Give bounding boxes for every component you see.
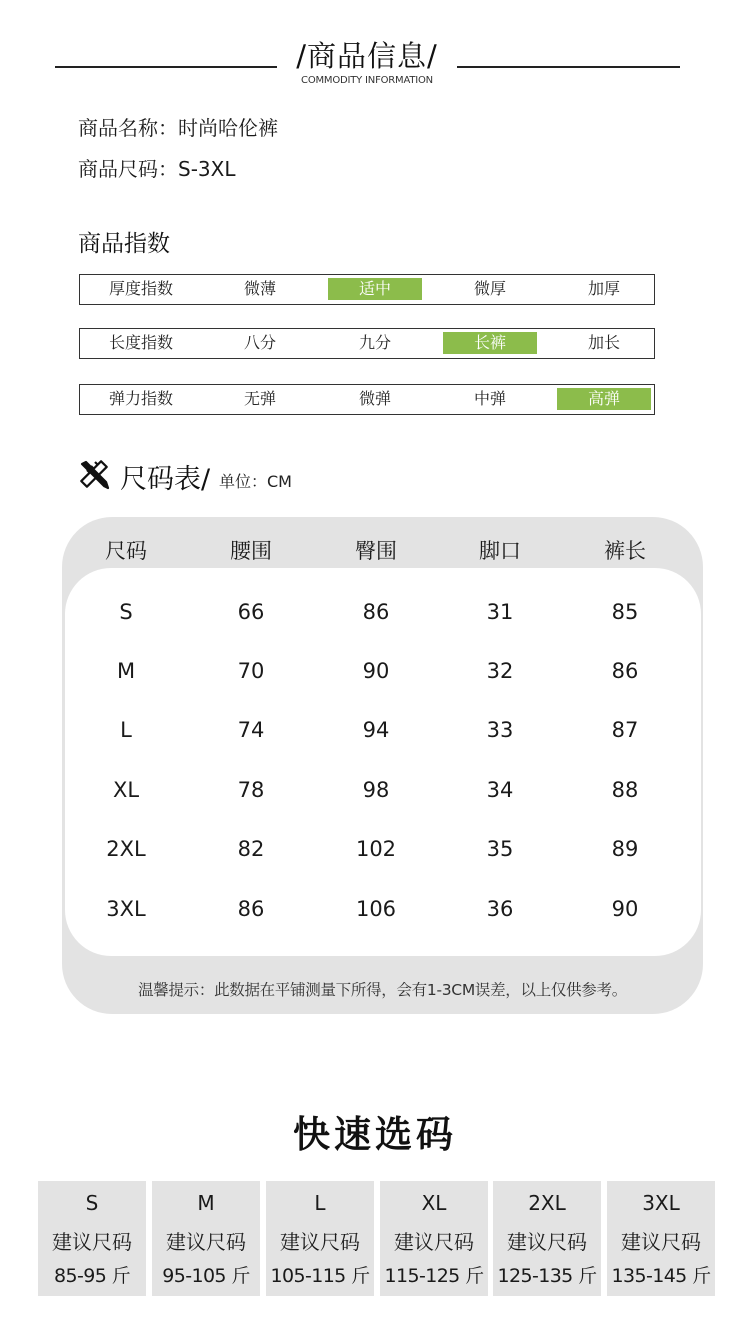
index-option: 中弹 bbox=[473, 389, 506, 408]
table-cell: 33 bbox=[486, 718, 514, 742]
table-header: 腰围 bbox=[230, 539, 272, 563]
table-cell: 78 bbox=[237, 778, 265, 802]
table-cell: 89 bbox=[611, 837, 639, 861]
table-cell: S bbox=[119, 600, 133, 624]
quick-pick-card bbox=[493, 1181, 601, 1296]
table-cell: 102 bbox=[355, 837, 397, 861]
index-option: 八分 bbox=[243, 333, 276, 352]
index-row-length bbox=[79, 328, 655, 359]
table-cell: 86 bbox=[362, 600, 390, 624]
index-row-elasticity bbox=[79, 384, 655, 415]
table-header: 尺码 bbox=[105, 539, 147, 563]
header-divider-right bbox=[457, 66, 680, 68]
quick-pick-card bbox=[152, 1181, 260, 1296]
index-option: 微薄 bbox=[243, 279, 276, 298]
table-cell: XL bbox=[112, 778, 140, 802]
product-size-range: 商品尺码：S-3XL bbox=[78, 157, 236, 181]
header-subtitle: COMMODITY INFORMATION bbox=[301, 75, 433, 86]
quick-pick-label: 建议尺码 bbox=[394, 1230, 474, 1254]
quick-pick-card bbox=[266, 1181, 374, 1296]
table-header: 裤长 bbox=[604, 539, 646, 563]
index-option: 长裤 bbox=[443, 332, 537, 354]
table-cell: 94 bbox=[362, 718, 390, 742]
quick-pick-size: XL bbox=[421, 1191, 447, 1215]
index-option: 加长 bbox=[587, 333, 620, 352]
table-cell: 106 bbox=[355, 897, 397, 921]
measurement-tip: 温馨提示：此数据在平铺测量下所得，会有1-3CM误差，以上仅供参考。 bbox=[138, 981, 627, 999]
quick-pick-card bbox=[607, 1181, 715, 1296]
index-option: 微厚 bbox=[473, 279, 506, 298]
table-cell: 31 bbox=[486, 600, 514, 624]
quick-pick-size: 3XL bbox=[642, 1191, 680, 1215]
ruler-pencil-icon bbox=[78, 458, 110, 490]
quick-pick-label: 建议尺码 bbox=[621, 1230, 701, 1254]
table-cell: 74 bbox=[237, 718, 265, 742]
index-label: 厚度指数 bbox=[108, 279, 173, 298]
quick-pick-weight: 85-95 斤 bbox=[53, 1265, 131, 1287]
quick-pick-label: 建议尺码 bbox=[507, 1230, 587, 1254]
section-header bbox=[0, 0, 750, 100]
header-title: /商品信息/ bbox=[296, 39, 438, 73]
quick-pick-label: 建议尺码 bbox=[52, 1230, 132, 1254]
index-option: 高弹 bbox=[557, 388, 651, 410]
table-cell: 3XL bbox=[106, 897, 146, 921]
size-chart-title: 尺码表/ bbox=[120, 464, 211, 495]
index-option: 加厚 bbox=[587, 279, 620, 298]
table-cell: 2XL bbox=[106, 837, 146, 861]
table-header: 臀围 bbox=[355, 539, 397, 563]
table-cell: 36 bbox=[486, 897, 514, 921]
index-label: 长度指数 bbox=[108, 333, 173, 352]
table-cell: 70 bbox=[237, 659, 265, 683]
table-cell: 98 bbox=[362, 778, 390, 802]
index-heading: 商品指数 bbox=[78, 231, 170, 257]
index-option: 九分 bbox=[358, 333, 391, 352]
quick-pick-size: 2XL bbox=[528, 1191, 566, 1215]
quick-pick-weight: 105-115 斤 bbox=[270, 1265, 370, 1287]
quick-pick-label: 建议尺码 bbox=[166, 1230, 246, 1254]
quick-pick-card bbox=[380, 1181, 488, 1296]
index-option: 微弹 bbox=[358, 389, 391, 408]
index-option: 无弹 bbox=[243, 389, 276, 408]
quick-pick-card bbox=[38, 1181, 146, 1296]
quick-pick-weight: 135-145 斤 bbox=[611, 1265, 711, 1287]
table-cell: 87 bbox=[611, 718, 639, 742]
table-cell: 85 bbox=[611, 600, 639, 624]
table-cell: 82 bbox=[237, 837, 265, 861]
quick-pick-label: 建议尺码 bbox=[280, 1230, 360, 1254]
table-cell: 90 bbox=[611, 897, 639, 921]
table-cell: L bbox=[120, 718, 132, 742]
quick-pick-weight: 95-105 斤 bbox=[162, 1265, 250, 1287]
header-divider-left bbox=[55, 66, 277, 68]
table-cell: 66 bbox=[237, 600, 265, 624]
index-row-thickness bbox=[79, 274, 655, 305]
quick-pick-title: 快速选码 bbox=[293, 1113, 457, 1156]
quick-pick-size: L bbox=[314, 1191, 326, 1215]
table-cell: 35 bbox=[486, 837, 514, 861]
index-label: 弹力指数 bbox=[108, 389, 173, 408]
table-cell: 32 bbox=[486, 659, 514, 683]
table-cell: 34 bbox=[486, 778, 514, 802]
table-cell: 86 bbox=[237, 897, 265, 921]
quick-pick-weight: 115-125 斤 bbox=[384, 1265, 484, 1287]
index-option: 适中 bbox=[328, 278, 422, 300]
quick-pick-size: S bbox=[85, 1191, 99, 1215]
table-cell: 86 bbox=[611, 659, 639, 683]
table-cell: 90 bbox=[362, 659, 390, 683]
quick-pick-weight: 125-135 斤 bbox=[497, 1265, 597, 1287]
table-cell: M bbox=[116, 659, 136, 683]
product-name: 商品名称：时尚哈伦裤 bbox=[78, 116, 278, 140]
table-header: 脚口 bbox=[479, 539, 521, 563]
table-cell: 88 bbox=[611, 778, 639, 802]
size-chart-unit: 单位：CM bbox=[219, 472, 292, 491]
quick-pick-size: M bbox=[197, 1191, 215, 1215]
